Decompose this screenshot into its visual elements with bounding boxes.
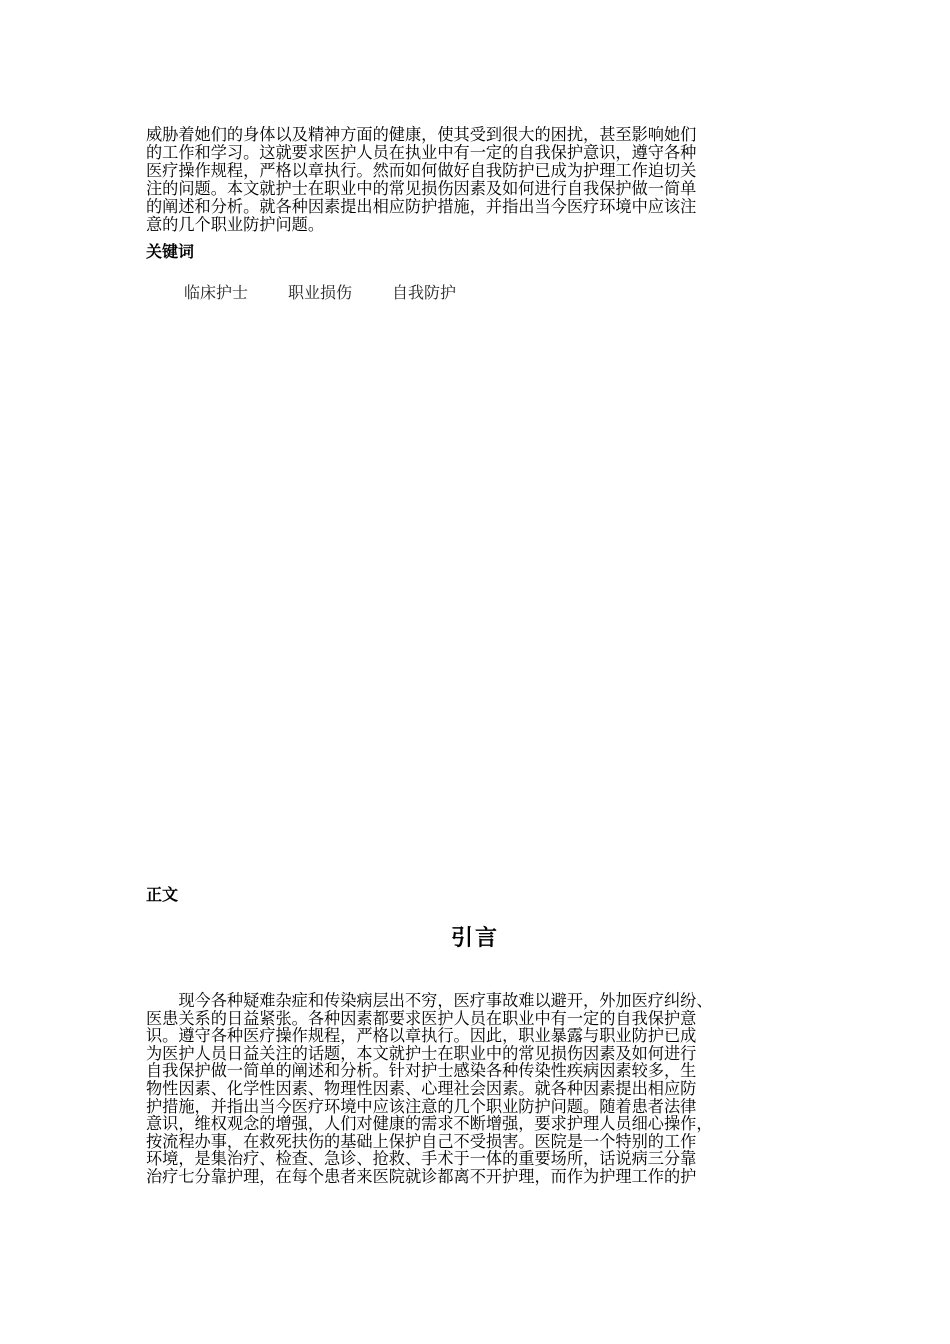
- keywords-heading: 关键词: [146, 242, 195, 261]
- abstract-line: 的工作和学习。这就要求医护人员在执业中有一定的自我保护意识，遵守各种: [146, 143, 697, 162]
- abstract-line: 的阐述和分析。就各种因素提出相应防护措施，并指出当今医疗环境中应该注: [146, 197, 697, 216]
- intro-line: 自我保护做一简单的阐述和分析。针对护士感染各种传染性疾病因素较多，生: [146, 1061, 697, 1081]
- abstract-line: 医疗操作规程，严格以章执行。然而如何做好自我防护已成为护理工作迫切关: [146, 161, 697, 180]
- intro-line: 治疗七分靠护理，在每个患者来医院就诊都离不开护理，而作为护理工作的护: [146, 1166, 697, 1186]
- intro-line: 护措施，并指出当今医疗环境中应该注意的几个职业防护问题。随着患者法律: [146, 1096, 697, 1116]
- intro-line: 为医护人员日益关注的话题，本文就护士在职业中的常见损伤因素及如何进行: [146, 1043, 697, 1063]
- abstract-line: 意的几个职业防护问题。: [146, 215, 325, 234]
- abstract-paragraph: [146, 126, 802, 234]
- keywords-list: [184, 284, 456, 302]
- body-heading: 正文: [146, 885, 179, 904]
- intro-line: 环境，是集治疗、检查、急诊、抢救、手术于一体的重要场所，话说病三分靠: [146, 1149, 697, 1169]
- intro-line: 意识，维权观念的增强，人们对健康的需求不断增强，要求护理人员细心操作，: [146, 1114, 713, 1134]
- intro-paragraph: [146, 992, 802, 1186]
- intro-line: 按流程办事，在救死扶伤的基础上保护自己不受损害。医院是一个特别的工作: [146, 1131, 697, 1151]
- section-title: 引言: [450, 926, 499, 951]
- keyword: 自我防护: [392, 283, 457, 302]
- abstract-line: 威胁着她们的身体以及精神方面的健康，使其受到很大的困扰，甚至影响她们: [146, 125, 697, 144]
- intro-line: 现今各种疑难杂症和传染病层出不穷，医疗事故难以避开，外加医疗纠纷、: [146, 991, 713, 1010]
- keyword: 职业损伤: [288, 283, 353, 302]
- abstract-line: 注的问题。本文就护士在职业中的常见损伤因素及如何进行自我保护做一简单: [146, 179, 697, 198]
- intro-line: 识。遵守各种医疗操作规程，严格以章执行。因此，职业暴露与职业防护已成: [146, 1026, 697, 1046]
- keyword: 临床护士: [184, 283, 249, 302]
- intro-line: 医患关系的日益紧张。各种因素都要求医护人员在职业中有一定的自我保护意: [146, 1008, 697, 1028]
- intro-line: 物性因素、化学性因素、物理性因素、心理社会因素。就各种因素提出相应防: [146, 1078, 697, 1098]
